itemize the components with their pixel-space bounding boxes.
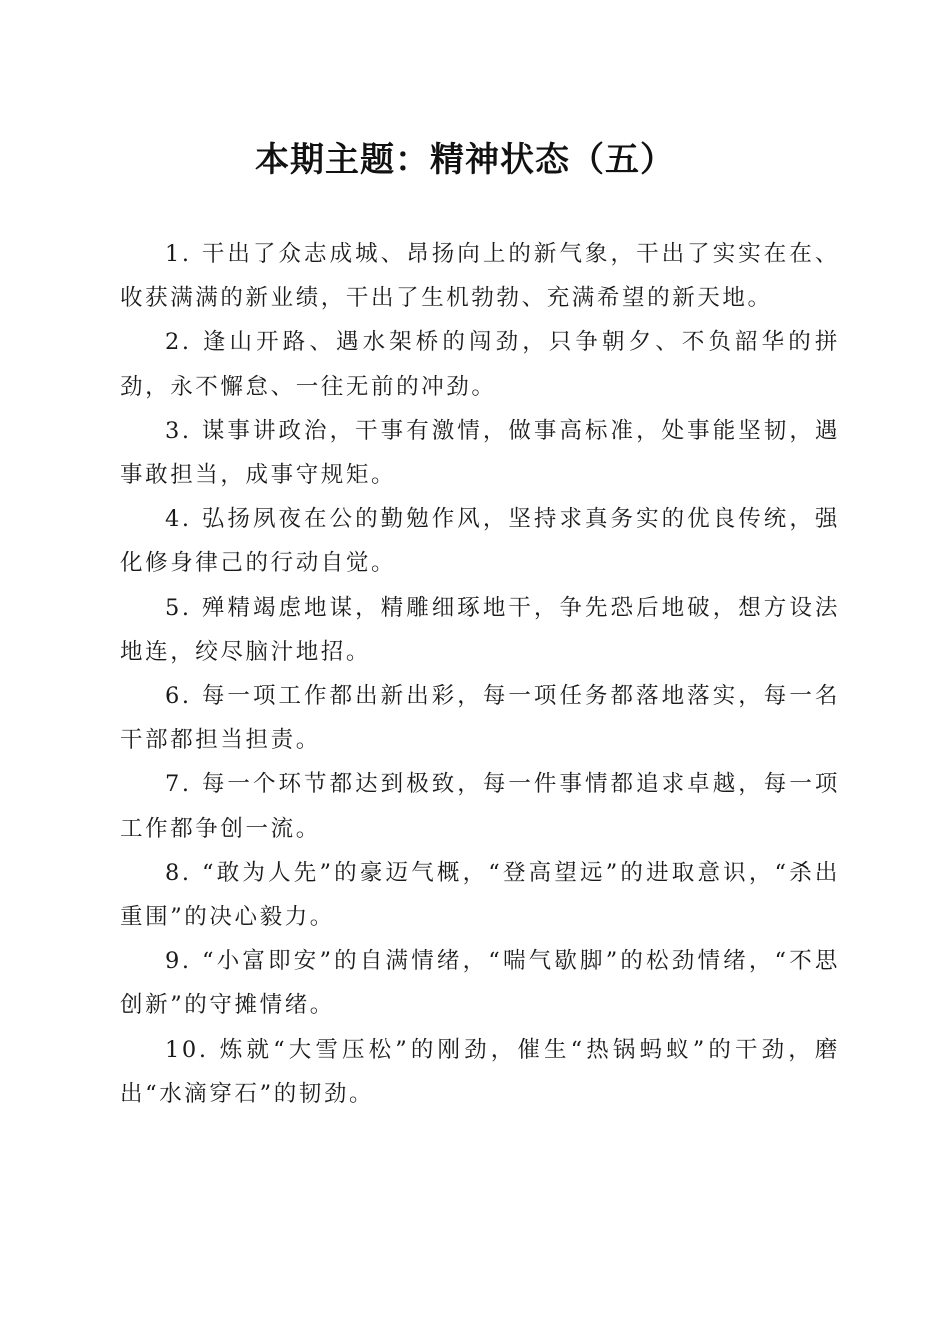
list-item: 5. 殚精竭虑地谋，精雕细琢地干，争先恐后地破，想方设法地连，绞尽脑汁地招。 [120, 594, 840, 665]
page-title: 本期主题：精神状态（五） [255, 140, 675, 180]
list-item: 6. 每一项工作都出新出彩，每一项任务都落地落实，每一名干部都担当担责。 [120, 683, 840, 754]
list-item: 8. “敢为人先”的豪迈气概，“登高望远”的进取意识，“杀出重围”的决心毅力。 [120, 859, 840, 931]
list-item: 10. 炼就“大雪压松”的刚劲，催生“热锅蚂蚁”的干劲，磨出“水滴穿石”的韧劲。 [120, 1036, 840, 1107]
item-list [120, 232, 840, 1116]
list-item: 2. 逢山开路、遇水架桥的闯劲，只争朝夕、不负韶华的拼劲，永不懈怠、一往无前的冲劲。 [120, 329, 840, 400]
list-item: 9. “小富即安”的自满情绪，“喘气歇脚”的松劲情绪，“不思创新”的守摊情绪。 [120, 948, 840, 1019]
list-item: 3. 谋事讲政治，干事有激情，做事高标准，处事能坚韧，遇事敢担当，成事守规矩。 [120, 417, 840, 489]
list-item: 4. 弘扬夙夜在公的勤勉作风，坚持求真务实的优良传统，强化修身律己的行动自觉。 [120, 506, 840, 577]
list-item: 7. 每一个环节都达到极致，每一件事情都追求卓越，每一项工作都争创一流。 [120, 771, 840, 842]
list-item: 1. 干出了众志成城、昂扬向上的新气象，干出了实实在在、收获满满的新业绩，干出了生机勃勃、充满希望的新天地。 [120, 241, 840, 312]
